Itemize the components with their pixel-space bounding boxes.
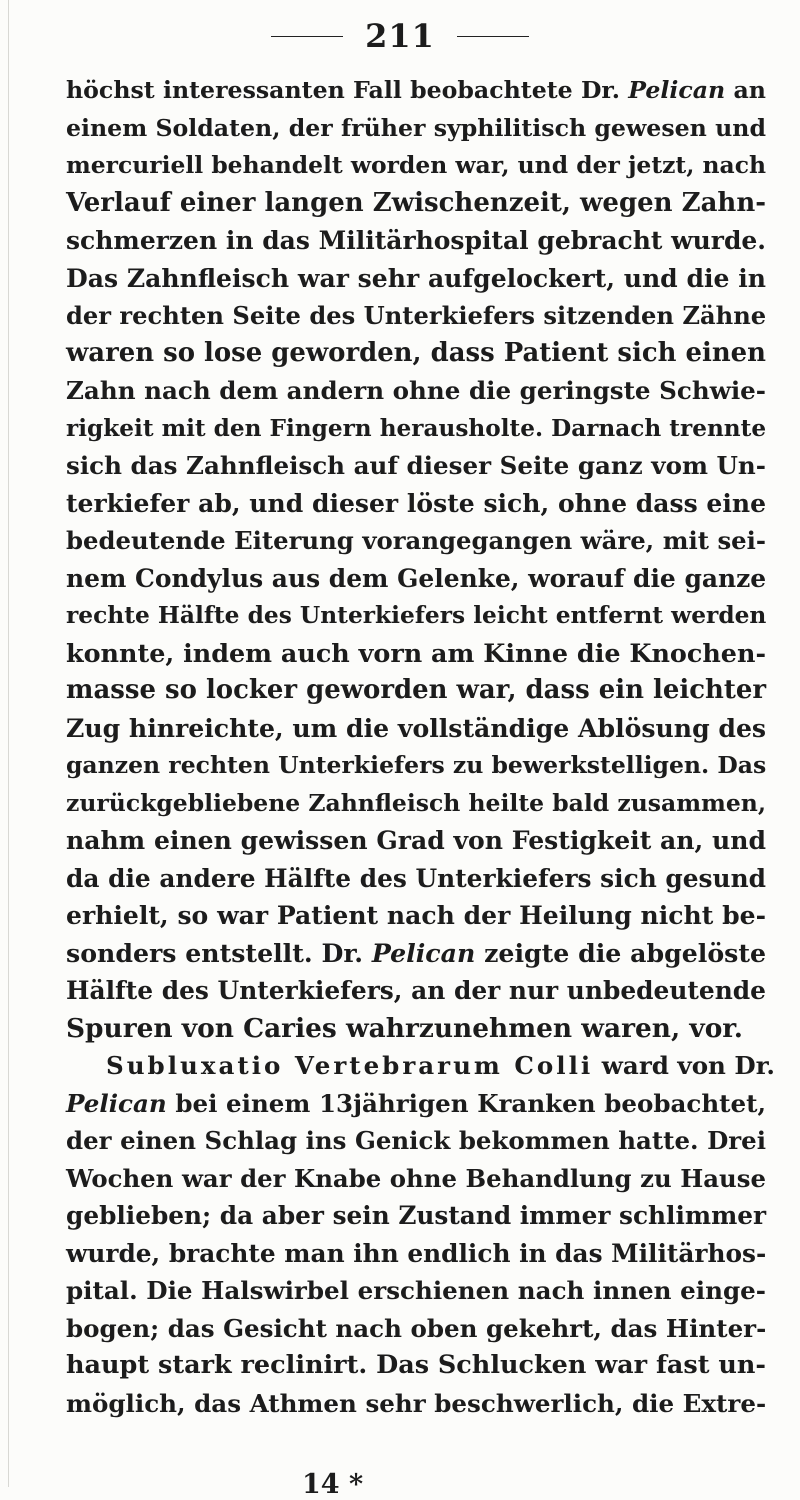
text-line: bedeutende Eiterung vorangegangen wäre, mit sei-: [66, 526, 766, 555]
page-number: 211: [365, 17, 435, 55]
text-line: nem Condylus aus dem Gelenke, worauf die ganze: [66, 563, 767, 593]
text-line: nahm einen gewissen Grad von Festigkeit an, und: [66, 825, 766, 855]
text-line: geblieben; da aber sein Zustand immer schlimmer: [66, 1201, 767, 1230]
text-line: masse so locker geworden war, dass ein leichter: [66, 675, 766, 705]
text-line: pital. Die Halswirbel erschienen nach innen einge-: [66, 1276, 766, 1305]
text-line: zurückgebliebene Zahnfleisch heilte bald zusammen,: [66, 788, 767, 817]
text-line: waren so lose geworden, dass Patient sich einen: [66, 337, 766, 368]
text-line: Subluxatio Vertebrarum Colli ward von Dr.: [106, 1051, 775, 1080]
text-line: Zahn nach dem andern ohne die geringste Schwie-: [66, 376, 766, 405]
text-line: möglich, das Athmen sehr beschwerlich, die Extre-: [66, 1388, 767, 1418]
text-line: Verlauf einer langen Zwischenzeit, wegen Zahn-: [66, 187, 766, 218]
text-line: da die andere Hälfte des Unterkiefers sich gesund: [66, 863, 766, 893]
text-line: konnte, indem auch vorn am Kinne die Knochen-: [66, 637, 766, 668]
header-rule-right: [457, 36, 529, 37]
text-line: erhielt, so war Patient nach der Heilung nicht be-: [66, 900, 766, 930]
text-line: Das Zahnfleisch war sehr aufgelockert, und die in: [66, 262, 766, 293]
text-line: der rechten Seite des Unterkiefers sitzenden Zähne: [66, 301, 767, 330]
text-line: Zug hinreichte, um die vollständige Ablösung des: [66, 712, 767, 743]
person-name: Pelican: [66, 1088, 167, 1118]
text-line: haupt stark reclinirt. Das Schlucken war fast un-: [66, 1350, 766, 1380]
text-line: sonders entstellt. Dr. Pelican zeigte die abgelöste: [66, 937, 766, 968]
text-line: einem Soldaten, der früher syphilitisch gewesen und: [66, 113, 766, 142]
header-rule-left: [271, 36, 343, 37]
page-edge: [8, 0, 9, 1487]
text-line: ganzen rechten Unterkiefers zu bewerkstelligen. Das: [66, 751, 767, 779]
page-header: [0, 6, 800, 66]
text-line: Spuren von Caries wahrzunehmen waren, vor.: [66, 1012, 743, 1044]
text-line: schmerzen in das Militärhospital gebracht wurde.: [66, 226, 766, 255]
text-line: wurde, brachte man ihn endlich in das Militärhos-: [66, 1238, 767, 1268]
text-line: terkiefer ab, und dieser löste sich, ohne dass eine: [66, 487, 766, 518]
body-text: [66, 72, 775, 1422]
person-name: Pelican: [371, 937, 476, 968]
text-line: mercuriell behandelt worden war, und der jetzt, nach: [66, 151, 766, 179]
person-name: Pelican: [628, 76, 726, 104]
text-line: Hälfte des Unterkiefers, an der nur unbedeutende: [66, 976, 766, 1005]
text-line: Pelican bei einem 13jährigen Kranken beobachtet,: [66, 1088, 766, 1118]
text-line: rechte Hälfte des Unterkiefers leicht entfernt werden: [66, 602, 767, 629]
text-line: sich das Zahnfleisch auf dieser Seite ganz vom Un-: [66, 451, 766, 480]
text-line: der einen Schlag ins Genick bekommen hatte. Drei: [66, 1126, 766, 1155]
text-line: höchst interessanten Fall beobachtete Dr. Pelican an: [66, 76, 766, 104]
text-line: Wochen war der Knabe ohne Behandlung zu Hause: [66, 1163, 766, 1193]
section-heading: Subluxatio Vertebrarum Colli: [106, 1051, 594, 1080]
text-line: bogen; das Gesicht nach oben gekehrt, das Hinter-: [66, 1313, 767, 1343]
signature-mark: 14 *: [302, 1469, 364, 1500]
text-line: rigkeit mit den Fingern herausholte. Darnach trennte: [66, 414, 767, 442]
